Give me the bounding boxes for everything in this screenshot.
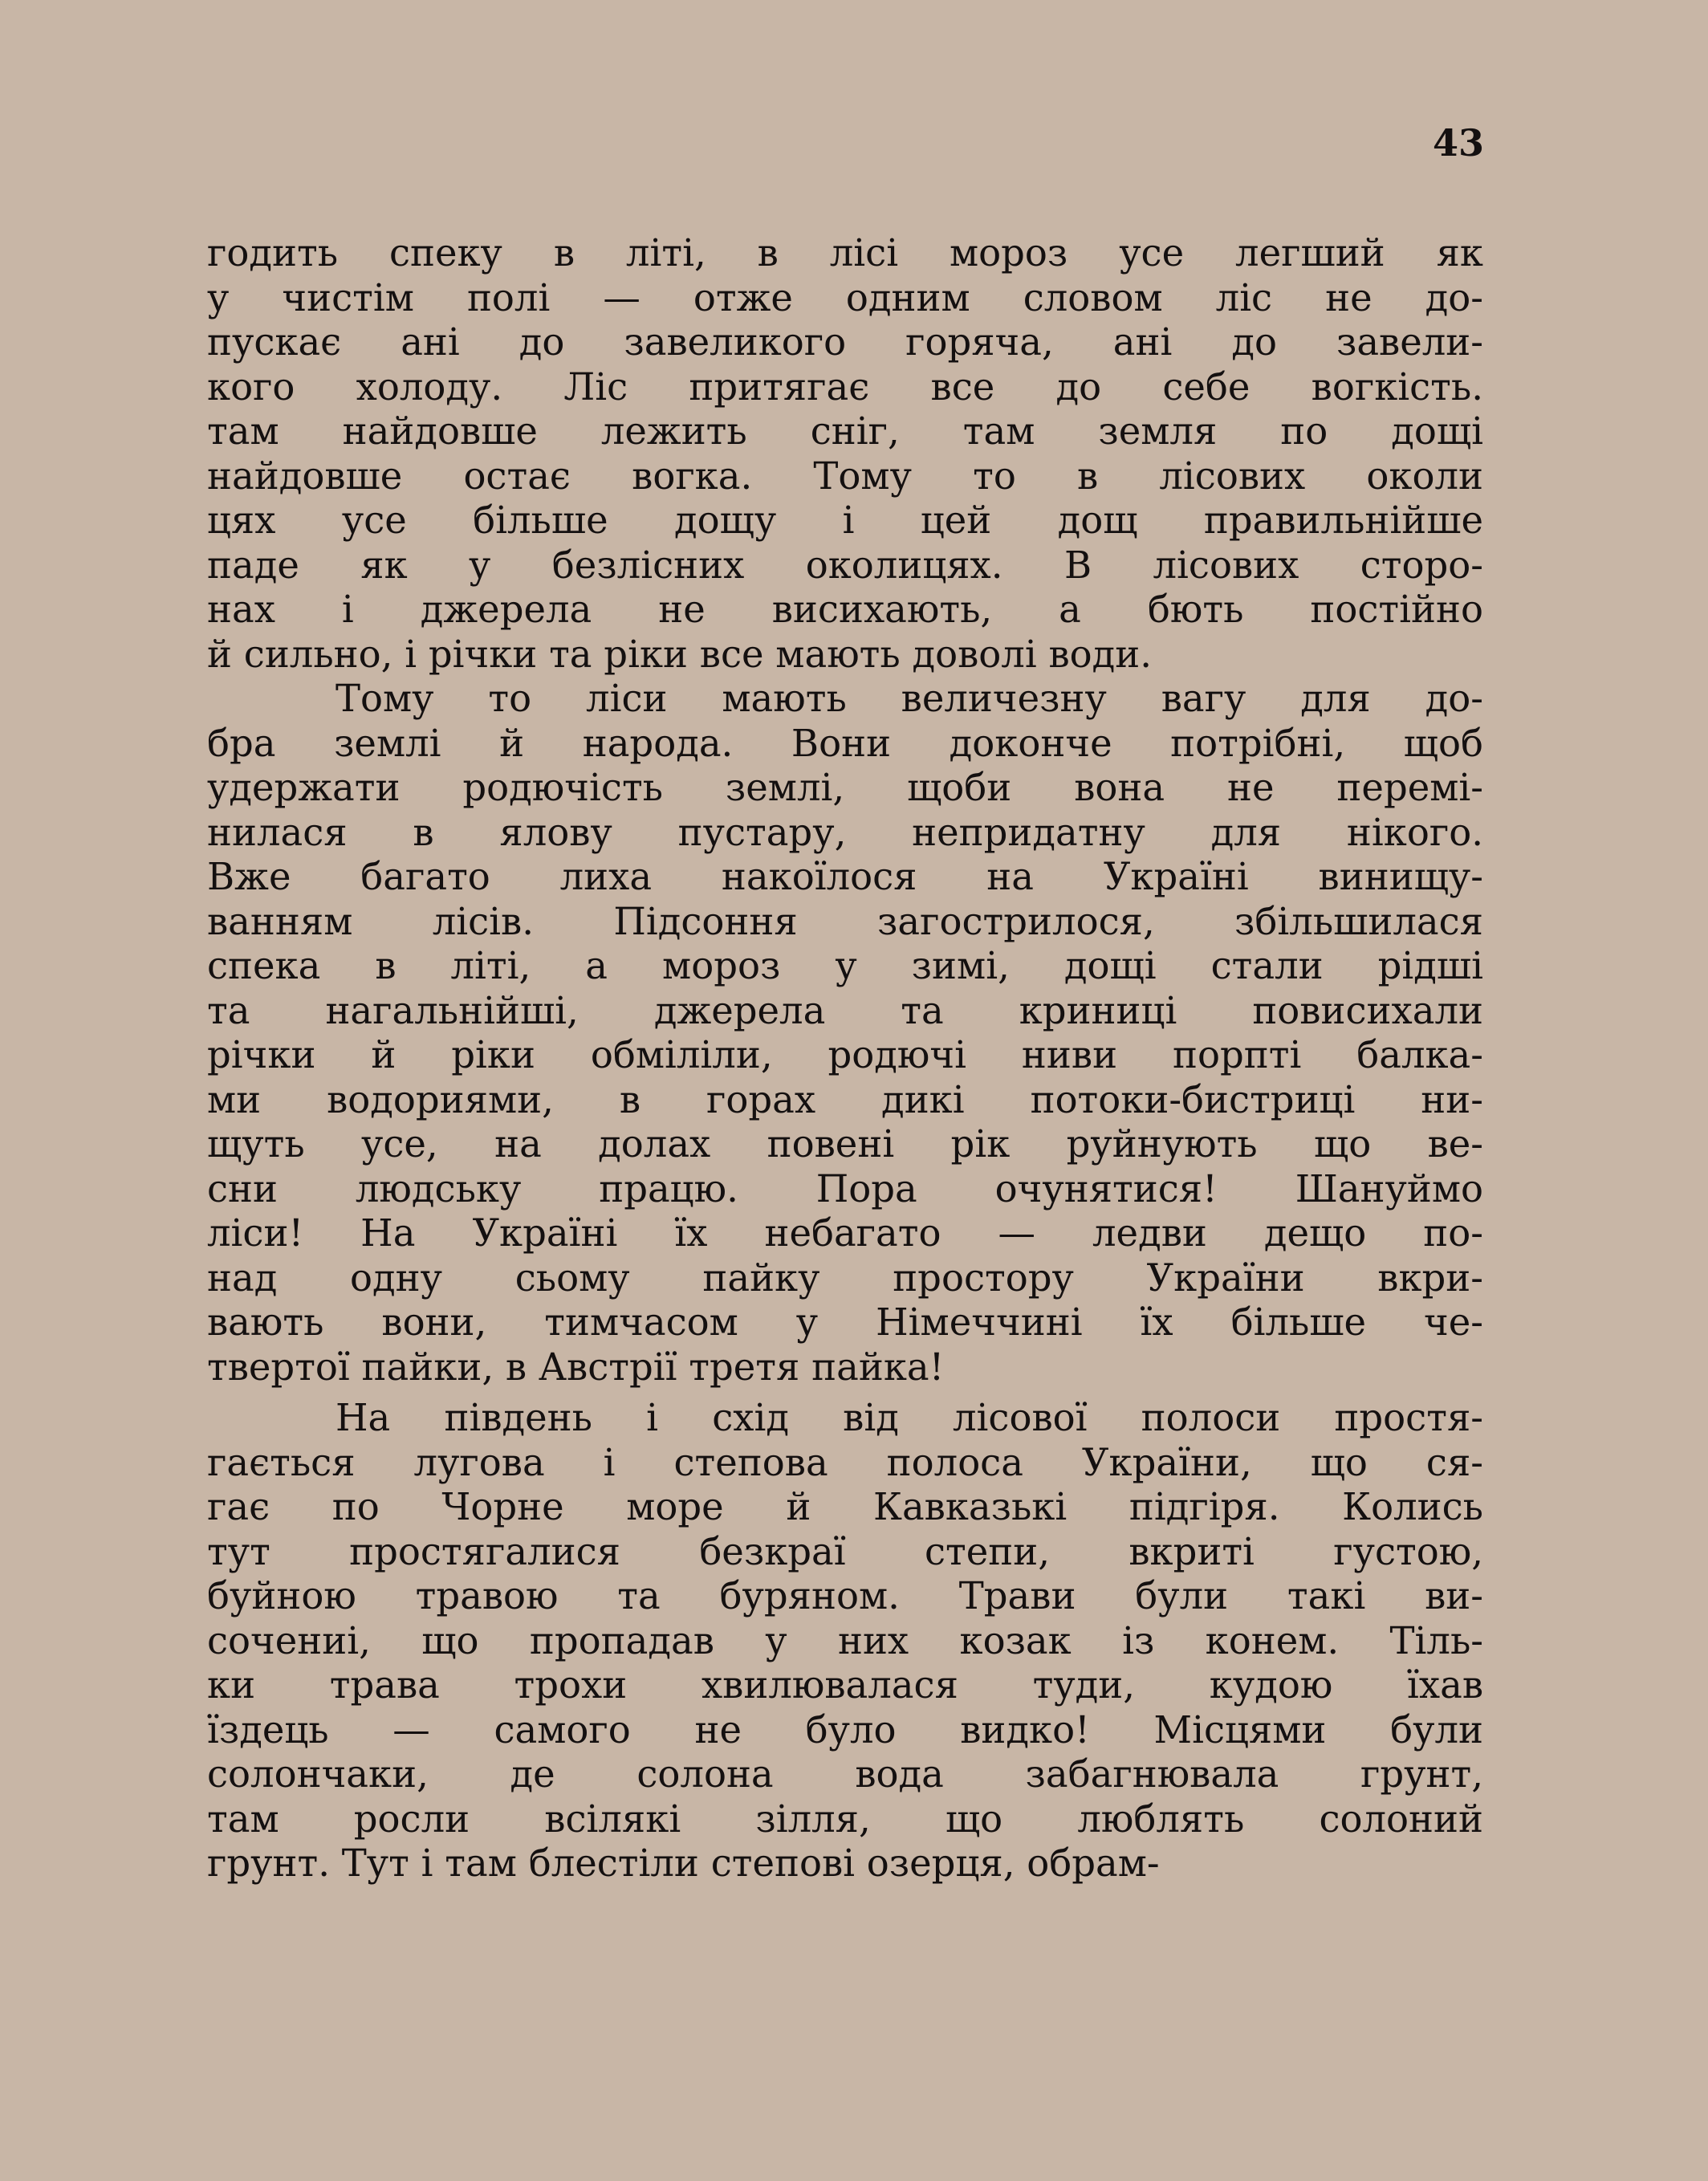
- text-line: найдовше остає вогка. Тому то в лісових околи: [207, 454, 1483, 498]
- text-line: ми водориями, в горах дикі потоки-бистриці ни-: [207, 1077, 1483, 1121]
- text-line: їздець — самого не було видко! Місцями були: [207, 1707, 1483, 1752]
- text-line: сни людську працю. Пора очунятися! Шануймо: [207, 1166, 1483, 1211]
- text-line: ліси! На Україні їх небагато — ледви дещо по-: [207, 1211, 1483, 1255]
- text-line: годить спеку в літі, в лісі мороз усе легший як: [207, 231, 1483, 275]
- text-line: Вже багато лиха накоїлося на Україні винищу-: [207, 855, 1483, 898]
- text-line: пускає ані до завеликого горяча, ані до завели-: [207, 320, 1483, 364]
- text-line: гає по Чорне море й Кавказькі підгіря. Колись: [207, 1485, 1483, 1528]
- text-line: удержати родючість землі, щоби вона не перемі-: [207, 766, 1483, 809]
- text-line: у чистім полі — отже одним словом ліс не до-: [207, 275, 1483, 319]
- text-line: щуть усе, на долах повені рік руйнують що ве-: [207, 1122, 1483, 1166]
- text-line: вають вони, тимчасом у Німеччині їх більше че-: [207, 1300, 1483, 1344]
- paragraph: [207, 231, 1483, 677]
- text-line: ки трава трохи хвилювалася туди, кудою їхав: [207, 1663, 1483, 1707]
- text-line: там росли всілякі зілля, що люблять солоний: [207, 1796, 1483, 1841]
- text-line: твертої пайки, в Австрії третя пайка!: [207, 1345, 945, 1389]
- text-line: буйною травою та буряном. Трави були такі ви-: [207, 1574, 1483, 1617]
- text-line: грунт. Тут і там блестіли степові озерця, обрам-: [207, 1841, 1160, 1885]
- body-text: [207, 231, 1483, 1886]
- text-line: гається лугова і степова полоса України, що ся-: [207, 1440, 1483, 1484]
- text-line: паде як у безлісних околицях. В лісових сторо-: [207, 543, 1483, 587]
- text-line: На південь і схід від лісової полоси простя-: [336, 1396, 1483, 1439]
- text-line: нах і джерела не висихають, а бють постійно: [207, 588, 1483, 631]
- text-line: Тому то ліси мають величезну вагу для до-: [336, 677, 1483, 720]
- text-line: річки й ріки обміліли, родючі ниви порпті балка-: [207, 1033, 1483, 1076]
- paragraph: [207, 677, 1483, 1390]
- text-line: спека в літі, а мороз у зимі, дощі стали рідші: [207, 944, 1483, 987]
- paragraph: [207, 1396, 1483, 1886]
- text-line: кого холоду. Ліс притягає все до себе вогкість.: [207, 364, 1483, 409]
- text-line: та нагальнійші, джерела та криниці повисихали: [207, 988, 1483, 1032]
- text-line: ванням лісів. Підсоння загострилося, збільшилася: [207, 899, 1483, 943]
- text-line: солончаки, де солона вода забагнювала грунт,: [207, 1752, 1483, 1796]
- text-line: тут простягалися безкраї степи, вкриті густою,: [207, 1529, 1483, 1573]
- text-line: й сильно, і річки та ріки все мають доволі води.: [207, 632, 1153, 676]
- text-line: нилася в ялову пустару, непридатну для нікого.: [207, 810, 1483, 854]
- text-line: над одну сьому пайку простору України вкри-: [207, 1255, 1483, 1300]
- text-line: цях усе більше дощу і цей дощ правильнійше: [207, 498, 1483, 542]
- text-line: там найдовше лежить сніг, там земля по дощі: [207, 409, 1483, 453]
- text-line: сочениі, що пропадав у них козак із конем. Тіль-: [207, 1618, 1483, 1662]
- text-line: бра землі й народа. Вони доконче потрібні, щоб: [207, 721, 1483, 765]
- page-number: 43: [1432, 121, 1484, 165]
